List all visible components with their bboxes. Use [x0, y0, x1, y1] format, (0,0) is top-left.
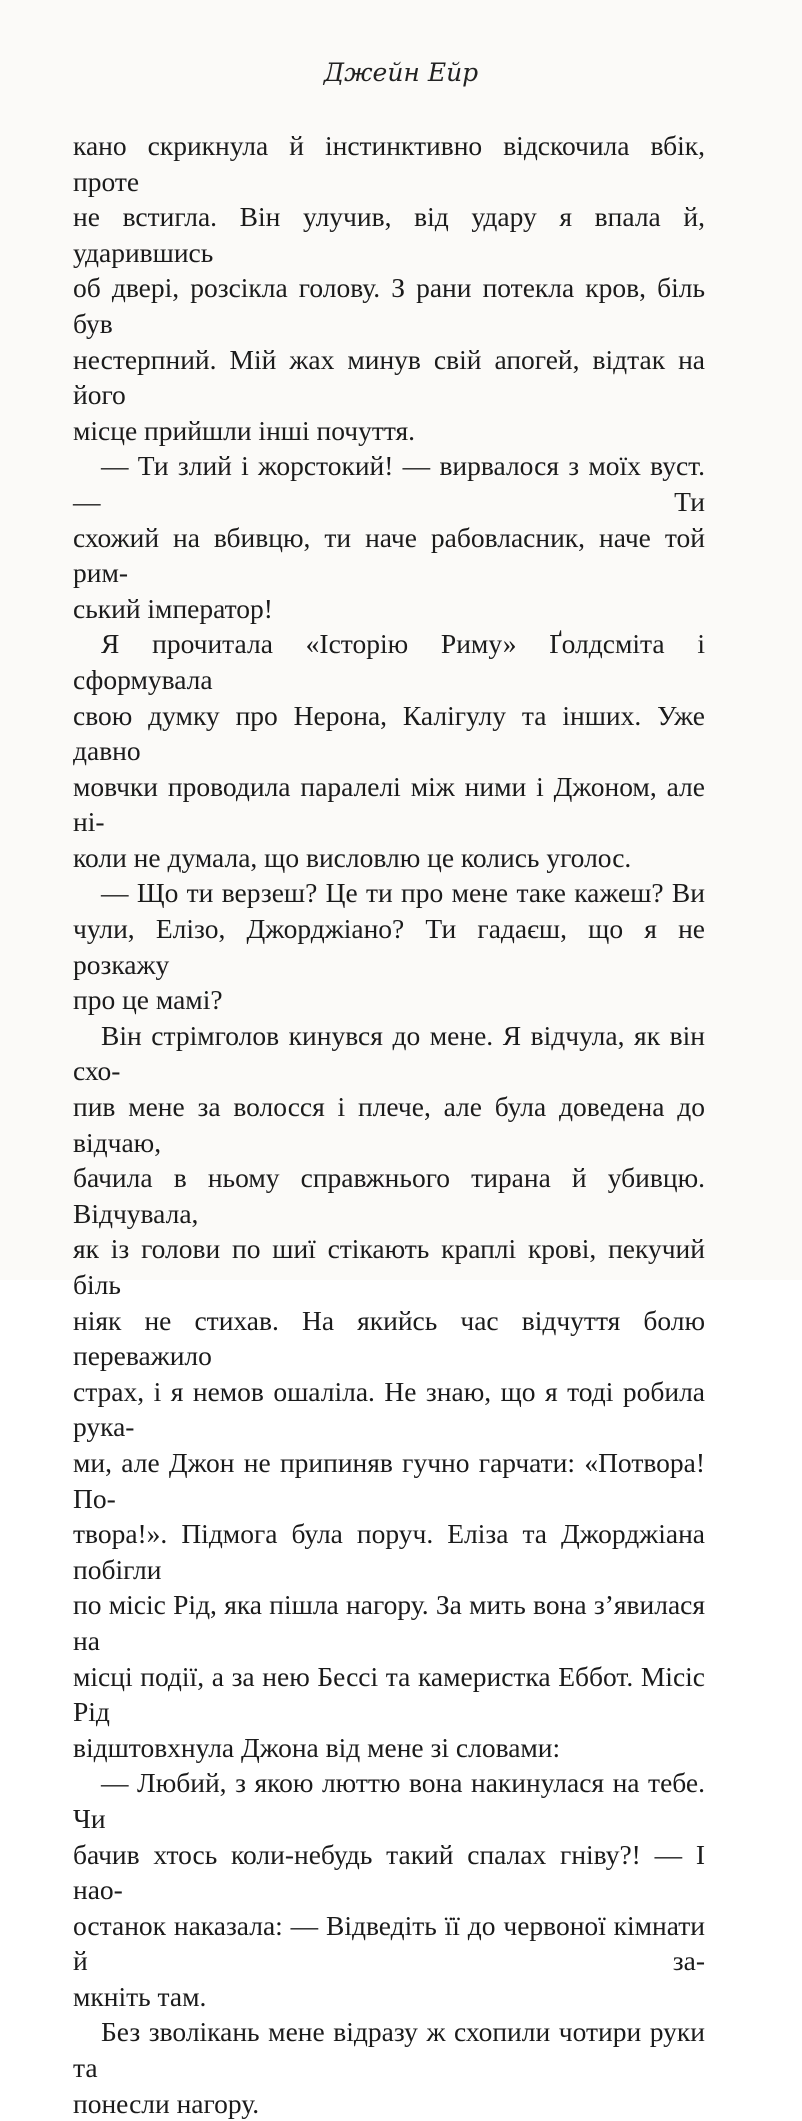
paragraph-2 — [73, 448, 705, 626]
text-line: схожий на вбивцю, ти наче рабовласник, наче той рим- — [73, 521, 705, 589]
text-line: об двері, розсікла голову. З рани потекла кров, біль був — [73, 272, 705, 339]
body-text — [73, 128, 705, 2121]
text-line: Без зволікань мене відразу ж схопили чотири руки та — [73, 2016, 705, 2084]
text-line: понесли нагору. — [73, 2087, 260, 2119]
text-line: Я прочитала «Історію Риму» Ґолдсміта і сформувала — [73, 628, 705, 695]
text-line: — Любий, з якою люттю вона накинулася на тебе. Чи — [73, 1767, 705, 1834]
text-line: чули, Елізо, Джорджіано? Ти гадаєш, що я не розкажу — [73, 913, 705, 980]
paragraph-6 — [73, 1765, 705, 2014]
text-line: не встигла. Він улучив, від удару я впала й, ударившись — [73, 201, 705, 268]
text-line: ніяк не стихав. На якийсь час відчуття болю переважило — [73, 1304, 705, 1372]
text-line: — Що ти верзеш? Це ти про мене таке кажеш? Ви — [101, 877, 705, 909]
text-line: про це мамі? — [73, 984, 223, 1016]
running-header-title: Джейн Ейр — [323, 58, 479, 87]
text-line: ський імператор! — [73, 592, 273, 624]
paragraph-5 — [73, 1018, 705, 1765]
text-line: кано скрикнула й інстинктивно відскочила вбік, проте — [73, 130, 705, 197]
text-line: свою думку про Нерона, Калігулу та інших. Уже давно — [73, 699, 705, 767]
text-line: нестерпний. Мій жах минув свій апогей, відтак на його — [73, 343, 705, 411]
text-line: мкніть там. — [73, 1980, 207, 2012]
text-line: як із голови по шиї стікають краплі крові, пекучий біль — [73, 1233, 705, 1300]
text-line: пив мене за волосся і плече, але була доведена до відчаю, — [73, 1091, 705, 1158]
text-line: страх, і я немов ошаліла. Не знаю, що я тоді робила рука- — [73, 1375, 705, 1443]
paragraph-4 — [73, 875, 705, 1017]
text-line: коли не думала, що висловлю це колись уголос. — [73, 841, 632, 873]
paragraph-7 — [73, 2014, 705, 2121]
text-line: Він стрімголов кинувся до мене. Я відчула, як він схо- — [73, 1019, 705, 1087]
paragraph-3 — [73, 626, 705, 875]
text-line: бачила в ньому справжнього тирана й убивцю. Відчувала, — [73, 1162, 705, 1229]
text-line: останок наказала: — Відведіть її до червоної кімнати й за- — [73, 1909, 705, 1977]
text-line: — Ти злий і жорстокий! — вирвалося з моїх вуст. — Ти — [73, 450, 705, 517]
paragraph-1 — [73, 128, 705, 448]
text-line: бачив хтось коли-небудь такий спалах гніву?! — І нао- — [73, 1838, 705, 1906]
text-line: ми, але Джон не припиняв гучно гарчати: «Потвора! По- — [73, 1446, 705, 1514]
text-line: мовчки проводила паралелі між ними і Джоном, але ні- — [73, 770, 705, 838]
text-line: по місіс Рід, яка пішла нагору. За мить вона з’явилася на — [73, 1589, 705, 1656]
text-line: місце прийшли інші почуття. — [73, 414, 416, 446]
text-line: відштовхнула Джона від мене зі словами: — [73, 1731, 561, 1763]
text-line: місці події, а за нею Бессі та камеристка Еббот. Місіс Рід — [73, 1660, 705, 1728]
text-line: твора!». Підмога була поруч. Еліза та Джорджіана побігли — [73, 1518, 705, 1585]
